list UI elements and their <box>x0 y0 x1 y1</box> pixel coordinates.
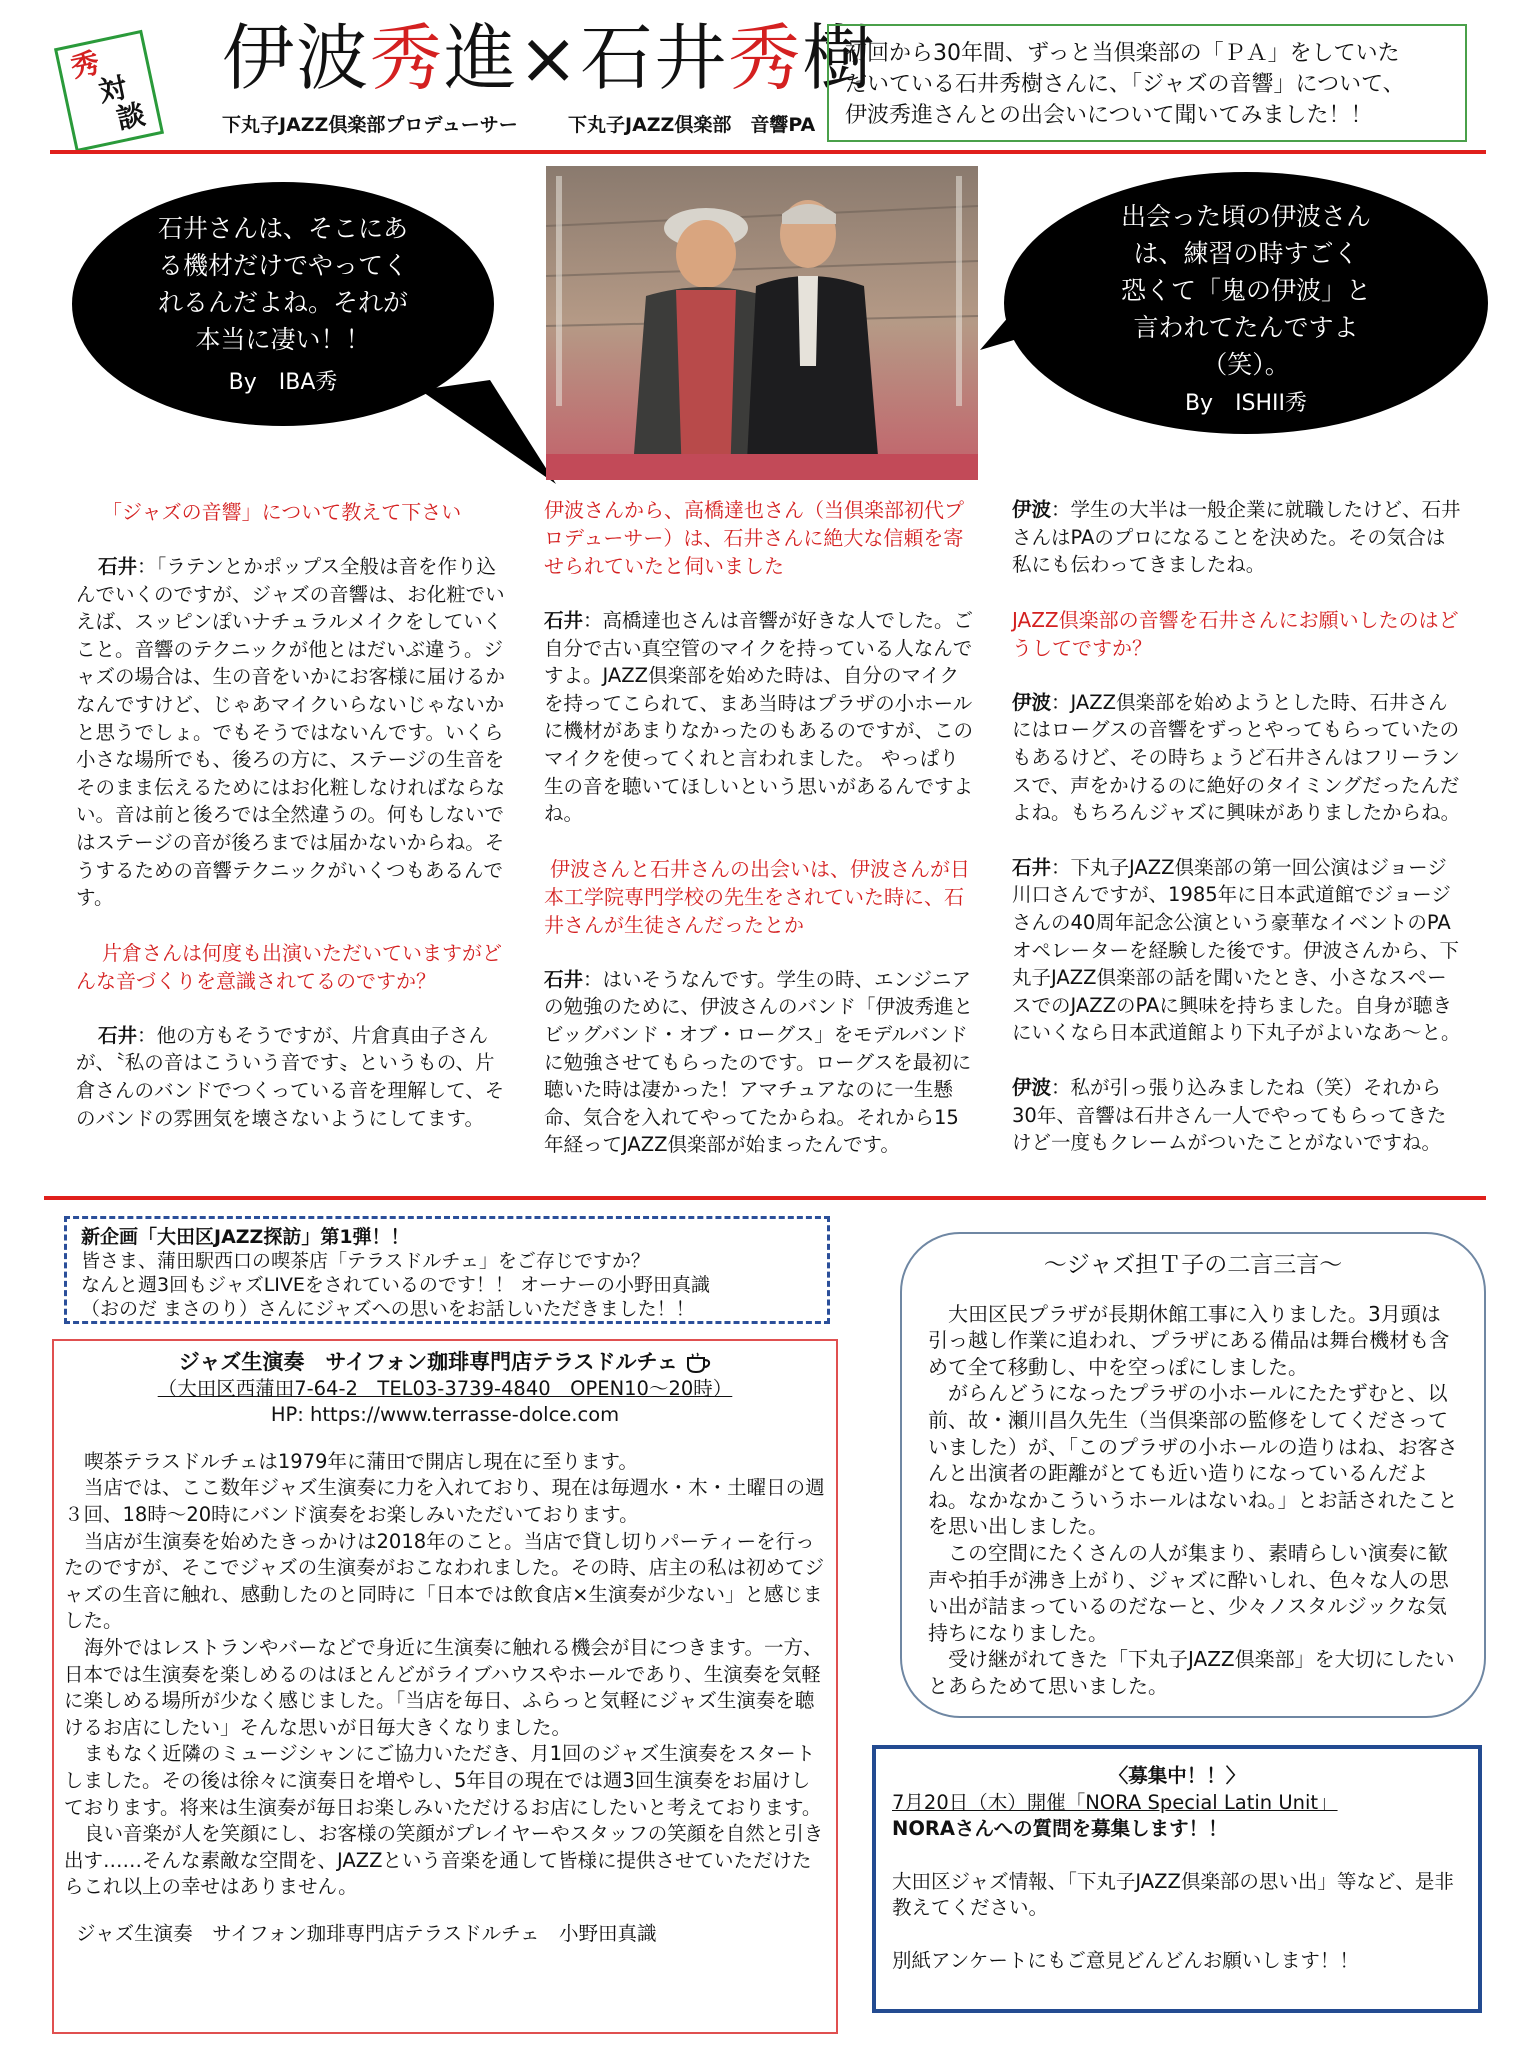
answer-text: ：学生の大半は一般企業に就職したけど、石井さんはPAのプロになることを決めた。その気合は私にも伝わってきましたね。 <box>1012 498 1461 577</box>
recruit-event: 7月20日（木）開催「NORA Special Latin Unit」 <box>892 1790 1338 1814</box>
stamp-char: 対 <box>95 70 130 109</box>
role-pa: 下丸子JAZZ倶楽部 音響PA <box>568 114 816 136</box>
title-part: 秀 <box>728 16 803 100</box>
answer-text: ：高橋達也さんは音響が好きな人でした。ご自分で古い真空管のマイクを持っている人なんですよ。JAZZ倶楽部を始めた時は、自分のマイクを持ってこられて、まあ当時はプラザの小ホールに機材があまりなかったのもあるのですが、このマイクを使ってくれと言われました。 やっぱり生の音を聴いてほしいという思いがあるんですよね。 <box>544 609 974 826</box>
title-part: 樹 <box>802 16 877 100</box>
question: 「ジャズの音響」について教えて下さい <box>102 500 462 524</box>
section-divider <box>44 1196 1486 1200</box>
bubble-line: は、練習の時すごく <box>1133 239 1359 268</box>
title-part: 進×石井 <box>444 16 729 100</box>
answer <box>1012 689 1462 827</box>
cafe-box <box>52 1339 838 2034</box>
answer-text: ：JAZZ倶楽部を始めようとした時、石井さんにはローグスの音響をずっとやってもらっていたのもあるけど、その時ちょうど石井さんはフリーランスで、声をかけるのに絶好のタイミングだったんだよね。もちろんジャズに興味がありましたからね。 <box>1012 690 1461 825</box>
cafe-hp[interactable]: HP: https://www.terrasse-dolce.com <box>270 1403 620 1427</box>
news-line: 皆さま、蒲田駅西口の喫茶店「テラスドルチェ」をご存じですか？ <box>81 1250 650 1272</box>
title-part: 秀 <box>370 16 445 100</box>
photo <box>546 166 978 480</box>
speaker: 伊波 <box>1012 498 1052 521</box>
news-title: 新企画「大田区JAZZ探訪」第1弾！！ <box>81 1226 410 1248</box>
intro-line: だいている石井秀樹さんに、「ジャズの音響」について、 <box>845 72 1405 97</box>
speaker: 石井 <box>544 609 584 632</box>
bubble-line: 石井さんは、そこにあ <box>157 214 408 243</box>
cafe-paragraph: 当店が生演奏を始めたきっかけは2018年のこと。当店で貸し切りパーティーを行ったのですが、そこでジャズの生演奏がおこなわれました。その時、店主の私は初めてジャズの生音に触れ、感動したのと同時に「日本では飲食店×生演奏が少ない」と感じました。 <box>64 1529 825 1633</box>
title-part: 伊波 <box>222 16 371 100</box>
photo-image <box>546 166 978 480</box>
answer-text: ：はいそうなんです。学生の時、エンジニアの勉強のために、伊波さんのバンド「伊波秀進とビッグバンド・オブ・ローグス」をモデルバンドに勉強させてもらったのです。ローグスを最初に聴いた時は凄かった！アマチュアなのに一生懸命、気合を入れてやってたからね。それから15年経ってJAZZ倶楽部が始まったんです。 <box>544 967 974 1157</box>
bubble-line: 出会った頃の伊波さん <box>1120 202 1371 231</box>
bubble-line: 本当に凄い！！ <box>195 325 371 354</box>
answer <box>544 607 976 828</box>
column-paragraph: 受け継がれてきた「下丸子JAZZ倶楽部」を大切にしたいとあらためて思いました。 <box>928 1647 1455 1698</box>
bubble-line: （笑）。 <box>1202 350 1290 379</box>
stamp-char: 秀 <box>67 45 103 84</box>
intro-line: 初回から30年間、ずっと当倶楽部の「ＰＡ」をしていた <box>845 41 1400 66</box>
intro-line: 伊波秀進さんとの出会いについて聞いてみました！！ <box>845 103 1373 128</box>
cafe-paragraph: 良い音楽が人を笑顔にし、お客様の笑顔がプレイヤーやスタッフの笑顔を自然と引き出す……そんな素敵な空間を、JAZZという音楽を通して皆様に提供させていただけたらこれ以上の幸せはありません。 <box>64 1822 824 1899</box>
bubble-tail <box>980 280 1070 360</box>
coffee-cup-icon <box>685 1352 711 1374</box>
answer <box>1012 1074 1462 1157</box>
cafe-paragraph: 喫茶テラスドルチェは1979年に蒲田で開店し現在に至ります。 <box>84 1449 638 1473</box>
column-box <box>900 1232 1486 1718</box>
bubble-line: 言われてたんですよ <box>1133 313 1359 342</box>
speaker: 石井 <box>98 555 138 578</box>
answer <box>76 1022 508 1132</box>
answer-text: ：他の方もそうですが、片倉真由子さんが、〝私の音はこういう音です〟というもの、片倉さんのバンドでつくっている音を理解して、そのバンドの雰囲気を壊さないようにしてます。 <box>76 1023 505 1130</box>
stamp-char: 談 <box>113 97 148 136</box>
cafe-title-text: ジャズ生演奏 サイフォン珈琲専門店テラスドルチェ <box>178 1350 678 1374</box>
answer <box>76 553 508 912</box>
question: 片倉さんは何度も出演いただいていますがどんな音づくりを意識されてるのですか？ <box>76 940 502 993</box>
column-paragraph: 大田区民プラザが長期休館工事に入りました。3月頭は引っ越し作業に追われ、プラザにある備品は舞台機材も含めて全て移動し、中を空っぽにしました。 <box>928 1301 1450 1379</box>
interview-col-2 <box>544 496 976 1186</box>
question: JAZZ倶楽部の音響を石井さんにお願いしたのはどうしてですか？ <box>1012 607 1459 660</box>
cafe-paragraph: まもなく近隣のミュージシャンにご協力いただき、月1回のジャズ生演奏をスタートしました。その後は徐々に演奏日を増やし、5年目の現在では週3回生演奏をお届けしております。将来は生演奏が毎日お楽しみいただけるお店にしたいと考えております。 <box>64 1742 822 1819</box>
speaker: 石井 <box>544 967 584 991</box>
speech-bubble-ishii <box>1004 172 1488 434</box>
cafe-paragraph: 当店では、ここ数年ジャズ生演奏に力を入れており、現在は毎週水・木・土曜日の週３回、18時～20時にバンド演奏をお楽しみいただいております。 <box>64 1476 825 1526</box>
answer <box>544 966 976 1159</box>
answer <box>1012 854 1462 1047</box>
recruit-text: 別紙アンケートにもご意見どんどんお願いします！！ <box>892 1948 1359 1972</box>
answer <box>1012 496 1462 579</box>
news-box <box>64 1216 830 1324</box>
page-title <box>222 16 877 100</box>
column-paragraph: がらんどうになったプラザの小ホールにたたずむと、以前、故・瀬川昌久先生（当倶楽部の監修をしてくださっていました）が、「このプラザの小ホールの造りはね、お客さんと出演者の距離がとても近い造りになっているんだよね。なかなかこういうホールはないね。」とお話されたことを思い出しました。 <box>928 1381 1458 1539</box>
answer-text: ：下丸子JAZZ倶楽部の第一回公演はジョージ川口さんですが、1985年に日本武道館でジョージさんの40周年記念公演という豪華なイベントのPAオペレーターを経験した後です。伊波さんから、下丸子JAZZ倶楽部の話を聞いたとき、小さなスペースでのJAZZのPAに興味を持ちました。自身が聴きにいくなら日本武道館より下丸子がよいなあ～と。 <box>1012 855 1461 1045</box>
speaker: 伊波 <box>1012 1075 1052 1099</box>
speaker: 石井 <box>98 1023 138 1047</box>
news-line: （おのだ まさのり）さんにジャズへの思いをお話しいただきました！！ <box>81 1298 695 1320</box>
recruit-box <box>872 1745 1482 2013</box>
answer-text: ：「ラテンとかポップス全般は音を作り込んでいくのですが、ジャズの音響は、お化粧でいえば、スッピンぽいナチュラルメイクをしていくこと。音響のテクニックが他とはだいぶ違う。ジャズの場合は、生の音をいかにお客様に届けるかなんですけど、じゃあマイクいらないじゃないかと思うでしょ。でもそうではないんです。いくら小さな場所でも、後ろの方に、ステージの生音をそのまま伝えるためにはお化粧しなければならない。音は前と後ろでは全然違うの。何もしないではステージの音が後ろまでは届かないからね。そうするための音響テクニックがいくつもあるんです。 <box>76 555 506 910</box>
speaker: 石井 <box>1012 855 1052 879</box>
cafe-signature: ジャズ生演奏 サイフォン珈琲専門店テラスドルチェ 小野田真識 <box>76 1921 657 1945</box>
bubble-line: れるんだよね。それが <box>157 288 408 317</box>
column-title: ～ジャズ担Ｔ子の二言三言～ <box>1043 1252 1343 1278</box>
bubble-line: 恐くて「鬼の伊波」と <box>1120 276 1371 305</box>
answer-text: ：私が引っ張り込みましたね（笑）それから30年、音響は石井さん一人でやってもらってきたけど一度もクレームがついたことがないですね。 <box>1012 1075 1447 1155</box>
bubble-line: る機材だけでやってく <box>157 251 408 280</box>
recruit-title: 〈募集中！！〉 <box>1108 1764 1246 1787</box>
column-paragraph: この空間にたくさんの人が集まり、素晴らしい演奏に歓声や拍手が沸き上がり、ジャズに酔いしれ、色々な人の思い出が詰まっているのだなーと、少々ノスタルジックな気持ちになりました。 <box>928 1540 1449 1645</box>
cafe-title <box>64 1349 826 1376</box>
question: 伊波さんから、高橋達也さん（当倶楽部初代プロデューサー）は、石井さんに絶大な信頼を寄せられていたと伺いました <box>544 498 964 578</box>
question: 伊波さんと石井さんの出会いは、伊波さんが日本工学院専門学校の先生をされていた時に、石井さんが生徒さんだったとか <box>544 856 970 937</box>
role-producer: 下丸子JAZZ倶楽部プロデューサー <box>222 114 518 136</box>
intro-box <box>827 24 1467 142</box>
cafe-paragraph: 海外ではレストランやバーなどで身近に生演奏に触れる機会が目につきます。一方、日本では生演奏を楽しめるのはほとんどがライブハウスやホールであり、生演奏を気軽に楽しめる場所が少なく感じました。「当店を毎日、ふらっと気軽にジャズ生演奏を聴けるお店にしたい」そんな思いが日毎大きくなりました。 <box>64 1635 823 1739</box>
recruit-text: 大田区ジャズ情報、「下丸子JAZZ倶楽部の思い出」等など、是非教えてください。 <box>892 1869 1454 1920</box>
cafe-address-text: （大田区西蒲田7-64-2 TEL03-3739-4840 OPEN10～20時） <box>157 1376 733 1400</box>
bubble-by: By ISHII秀 <box>1184 391 1308 416</box>
stamp <box>54 30 164 152</box>
header-divider <box>50 150 1486 154</box>
interview-col-3 <box>1012 496 1462 1184</box>
interview-col-1 <box>76 498 508 1159</box>
news-line: なんと週3回もジャズLIVEをされているのです！！ オーナーの小野田真識 <box>81 1274 710 1296</box>
cafe-address <box>64 1376 826 1403</box>
speaker: 伊波 <box>1012 690 1052 714</box>
bubble-tail <box>420 380 560 490</box>
bubble-by: By IBA秀 <box>228 370 338 395</box>
recruit-call: NORAさんへの質問を募集します！！ <box>892 1817 1228 1841</box>
